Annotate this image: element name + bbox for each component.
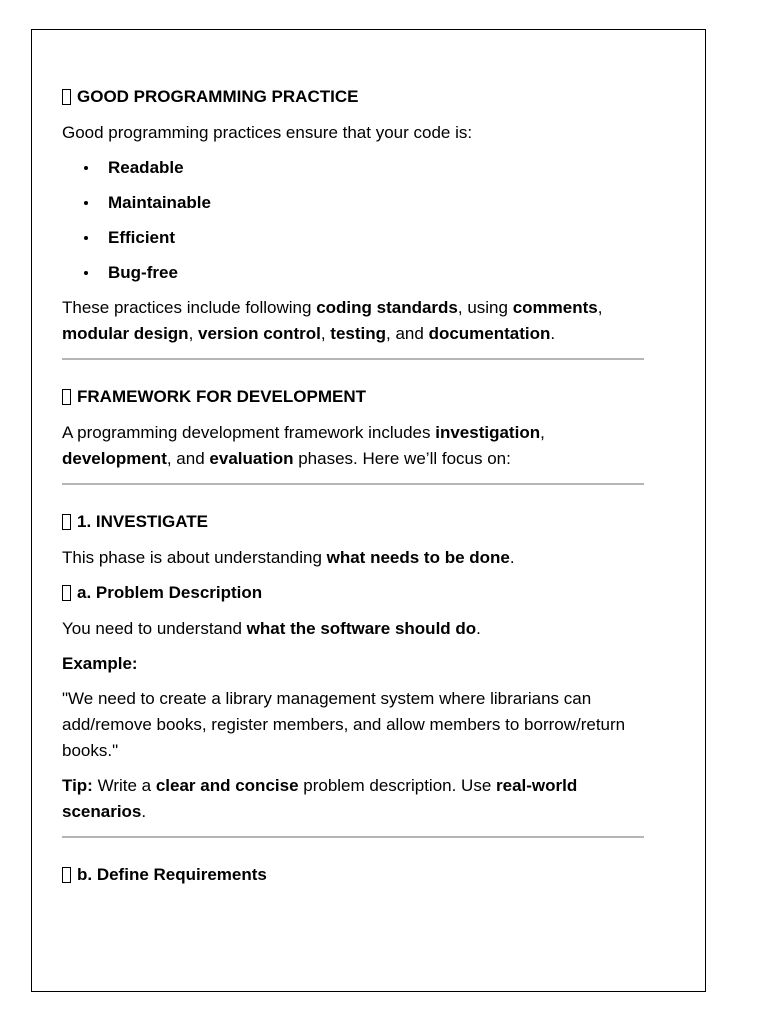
text-run: phases. Here we’ll focus on:	[293, 449, 511, 468]
text-run: These practices include following	[62, 298, 317, 317]
framework-body	[62, 420, 644, 472]
document-content	[62, 84, 644, 898]
heading-define-requirements	[62, 862, 644, 888]
example-quote: "We need to create a library management system where librarians can add/remove books, register members, and allow members to borrow/return books."	[62, 689, 626, 760]
bullet-icon	[84, 166, 88, 170]
missing-glyph-icon	[62, 389, 71, 405]
text-run: ,	[597, 298, 603, 317]
bold-run: modular design	[62, 324, 189, 343]
text-run: .	[550, 324, 556, 343]
problem-description-body	[62, 616, 644, 642]
text-run: ,	[540, 423, 545, 442]
bold-run: what the software should do	[246, 619, 477, 638]
list-item-text: Bug-free	[108, 263, 178, 282]
missing-glyph-icon	[62, 89, 71, 105]
bold-run: version control	[198, 324, 321, 343]
good-practice-summary	[62, 295, 644, 347]
bold-run: what needs to be done	[326, 548, 510, 567]
text-run: .	[141, 802, 147, 821]
missing-glyph-icon	[62, 867, 71, 883]
list-item-text: Maintainable	[108, 193, 211, 212]
bullet-icon	[84, 236, 88, 240]
section-divider	[62, 358, 644, 360]
bold-run: comments	[512, 298, 598, 317]
heading-text: 1. INVESTIGATE	[77, 512, 208, 531]
heading-problem-description	[62, 580, 644, 606]
text-run: Write a	[92, 776, 156, 795]
heading-framework-for-development	[62, 384, 644, 410]
list-item-text: Efficient	[108, 228, 176, 247]
tip-label: Tip:	[62, 776, 93, 795]
section-divider	[62, 483, 644, 485]
example-label	[62, 651, 644, 677]
text-run: A programming development framework includes	[62, 423, 436, 442]
heading-good-programming-practice	[62, 84, 644, 110]
heading-investigate	[62, 509, 644, 535]
text-run: , and	[386, 324, 429, 343]
text-run: , using	[457, 298, 513, 317]
bold-run: development	[62, 449, 167, 468]
text-run: .	[476, 619, 481, 638]
list-item	[62, 225, 644, 251]
text-run: This phase is about understanding	[62, 548, 327, 567]
missing-glyph-icon	[62, 585, 71, 601]
heading-text: GOOD PROGRAMMING PRACTICE	[77, 87, 359, 106]
heading-text: FRAMEWORK FOR DEVELOPMENT	[77, 387, 366, 406]
text-run: problem description. Use	[298, 776, 497, 795]
text-run: ,	[188, 324, 199, 343]
bullet-icon	[84, 271, 88, 275]
tip-paragraph	[62, 773, 644, 825]
bullet-icon	[84, 201, 88, 205]
good-practice-list	[62, 155, 644, 286]
heading-text: a. Problem Description	[77, 583, 263, 602]
text-run: , and	[166, 449, 210, 468]
bold-run: real-world scenarios	[62, 776, 578, 821]
list-item	[62, 155, 644, 181]
good-practice-intro: Good programming practices ensure that your code is:	[62, 123, 473, 142]
section-divider	[62, 836, 644, 838]
bold-run: evaluation	[209, 449, 294, 468]
list-item	[62, 260, 644, 286]
bold-run: coding standards	[316, 298, 458, 317]
investigate-body	[62, 545, 644, 571]
text-run: You need to understand	[62, 619, 247, 638]
bold-run: Example:	[62, 654, 138, 673]
list-item-text: Readable	[108, 158, 184, 177]
bold-run: testing	[330, 324, 387, 343]
heading-text: b. Define Requirements	[77, 865, 267, 884]
bold-run: documentation	[428, 324, 551, 343]
bold-run: investigation	[435, 423, 541, 442]
bold-run: clear and concise	[155, 776, 299, 795]
list-item	[62, 190, 644, 216]
text-run: .	[509, 548, 515, 567]
missing-glyph-icon	[62, 514, 71, 530]
text-run: ,	[320, 324, 331, 343]
